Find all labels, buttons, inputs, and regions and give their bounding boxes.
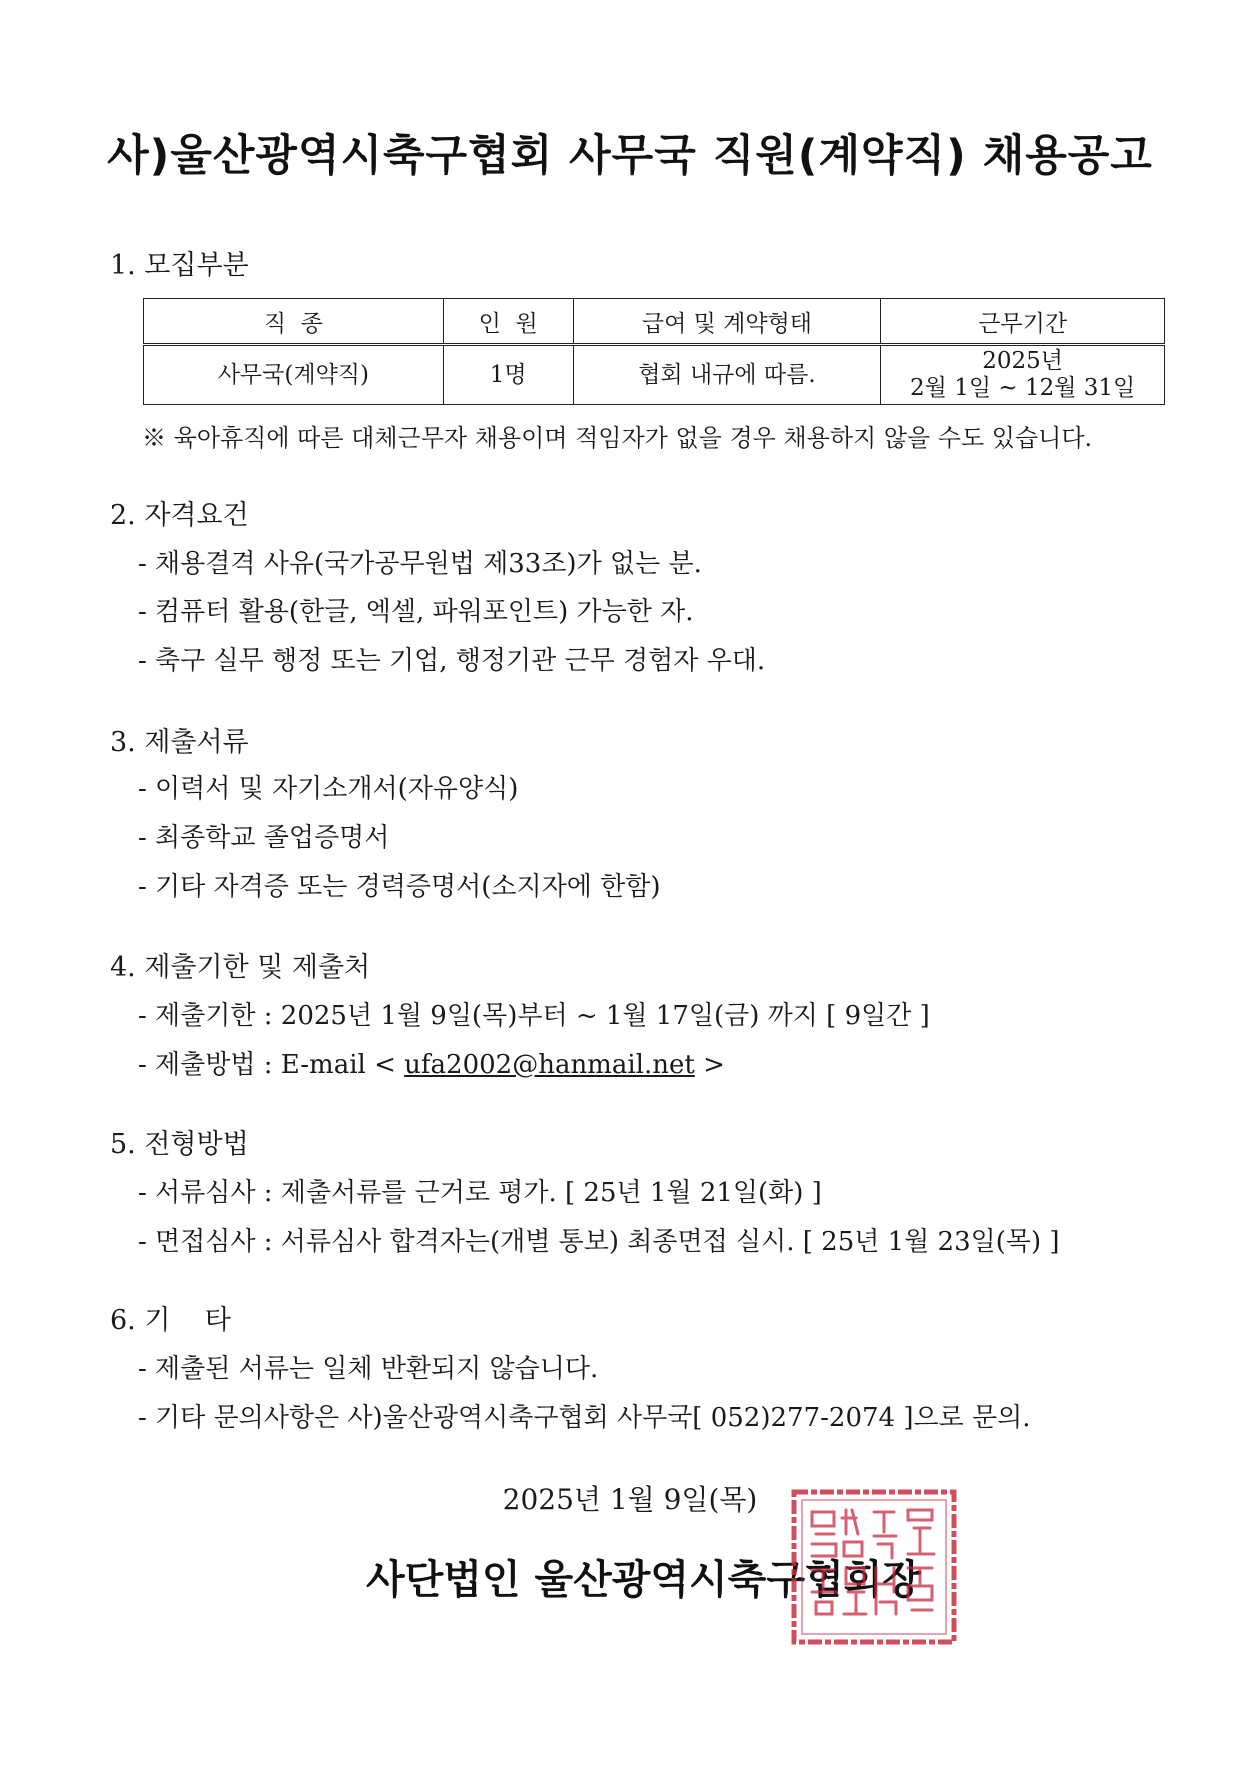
section-heading-other: 6. 기 타 <box>110 1305 231 1336</box>
official-seal-stamp <box>790 1488 958 1646</box>
section-heading-selection: 5. 전형방법 <box>110 1129 249 1160</box>
table-header-cell: 직 종 <box>144 299 444 345</box>
table-row <box>144 345 1165 405</box>
list-item: - 이력서 및 자기소개서(자유양식) <box>138 774 519 804</box>
list-item: - 제출된 서류는 일체 반환되지 않습니다. <box>138 1354 599 1384</box>
submission-method-suffix: > <box>694 1050 725 1080</box>
list-item: - 제출기한 : 2025년 1월 9일(목)부터 ~ 1월 17일(금) 까지 [ 9일간 ] <box>138 1001 930 1031</box>
period-year: 2025년 <box>982 348 1064 374</box>
submission-method <box>138 1044 725 1081</box>
page-title: 사)울산광역시축구협회 사무국 직원(계약직) 채용공고 <box>107 131 1153 181</box>
recruitment-note: ※ 육아휴직에 따른 대체근무자 채용이며 적임자가 없을 경우 채용하지 않을 수도 있습니다. <box>142 424 1093 452</box>
list-item: - 최종학교 졸업증명서 <box>138 823 390 853</box>
section-heading-qualifications: 2. 자격요건 <box>110 500 249 531</box>
period-range: 2월 1일 ~ 12월 31일 <box>910 375 1136 401</box>
table-cell-job-type: 사무국(계약직) <box>144 345 444 405</box>
table-cell-period <box>881 345 1165 405</box>
list-item: - 기타 문의사항은 사)울산광역시축구협회 사무국[ 052)277-2074 ]으로 문의. <box>138 1403 1031 1433</box>
table-header-cell: 인 원 <box>443 299 573 345</box>
list-item: - 축구 실무 행정 또는 기업, 행정기관 근무 경험자 우대. <box>138 646 766 676</box>
list-item: - 채용결격 사유(국가공무원법 제33조)가 없는 분. <box>138 549 702 579</box>
list-item: - 면접심사 : 서류심사 합격자는(개별 통보) 최종면접 실시. [ 25년 1월 23일(목) ] <box>138 1227 1060 1257</box>
signer-name: 사단법인 울산광역시축구협회장 <box>366 1557 921 1603</box>
table-header-row <box>144 299 1165 345</box>
table-cell-headcount: 1명 <box>443 345 573 405</box>
section-heading-recruitment: 1. 모집부분 <box>110 250 249 281</box>
section-heading-documents: 3. 제출서류 <box>110 727 249 758</box>
email-link[interactable]: ufa2002@hanmail.net <box>404 1050 695 1080</box>
table-cell-salary: 협회 내규에 따름. <box>573 345 881 405</box>
issue-date: 2025년 1월 9일(목) <box>502 1483 758 1516</box>
list-item: - 기타 자격증 또는 경력증명서(소지자에 한함) <box>138 872 661 902</box>
section-heading-deadline: 4. 제출기한 및 제출처 <box>110 952 371 983</box>
submission-method-prefix: - 제출방법 : E-mail < <box>138 1050 405 1080</box>
list-item: - 서류심사 : 제출서류를 근거로 평가. [ 25년 1월 21일(화) ] <box>138 1178 822 1208</box>
table-header-cell: 급여 및 계약형태 <box>573 299 881 345</box>
recruitment-table <box>143 298 1165 405</box>
list-item: - 컴퓨터 활용(한글, 엑셀, 파워포인트) 가능한 자. <box>138 597 694 627</box>
table-header-cell: 근무기간 <box>881 299 1165 345</box>
